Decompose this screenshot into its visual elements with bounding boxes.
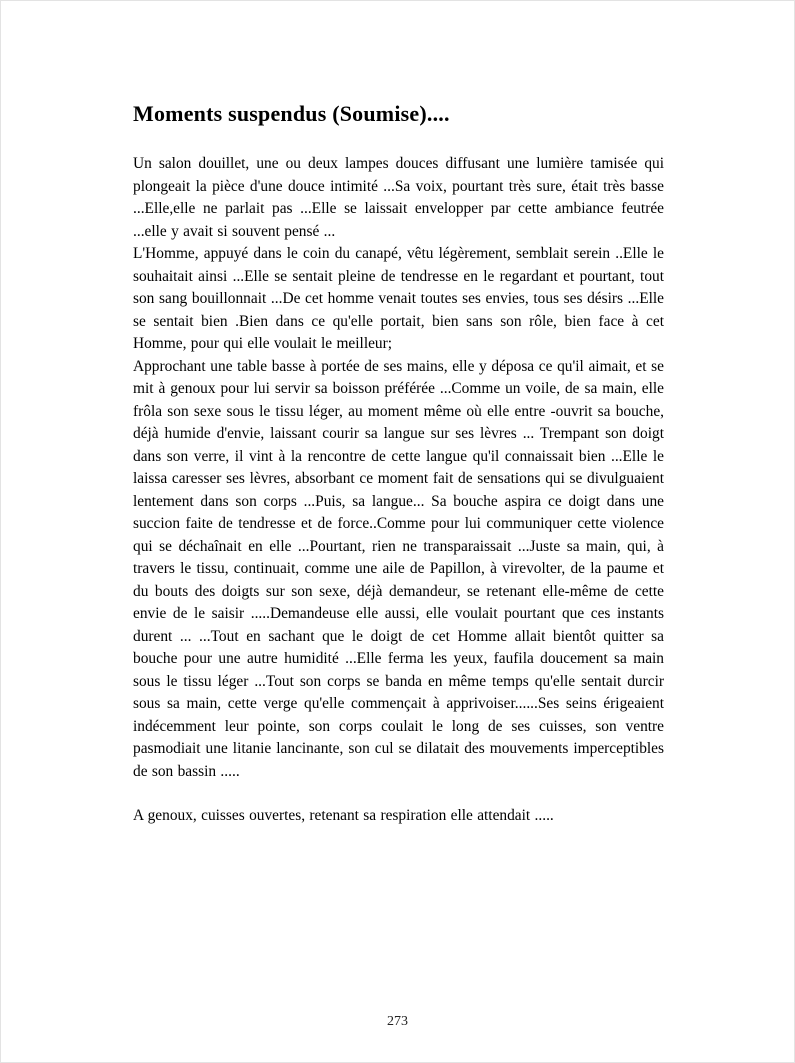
paragraph: A genoux, cuisses ouvertes, retenant sa respiration elle attendait .....: [133, 807, 554, 824]
page-title: Moments suspendus (Soumise)....: [133, 101, 450, 126]
page-number: 273: [387, 1014, 408, 1029]
paragraph: Approchant une table basse à portée de ses mains, elle y déposa ce qu'il aimait, et se mit à genoux pour lui servir sa boisson préférée ...Comme un voile, de sa main, elle frôla son sexe sous le tissu léger, au moment même où elle entre -ouvrit sa bouche, déjà humide d'envie, laissant courir sa langue sur ses lèvres ... Trempant son doigt dans son verre, il vint à la rencontre de cette langue qu'il connaissait bien ...Elle le laissa caresser ses lèvres, absorbant ce moment fait de sensations qui se divulguaient lentement dans son corps ...Puis, sa langue... Sa bouche aspira ce doigt dans une succion faite de tendresse et de force..Comme pour lui communiquer cette violence qui se déchaînait en elle ...Pourtant, rien ne transparaissait ...Juste sa main, qui, à travers le tissu, continuait, comme une aile de Papillon, à virevolter, de la paume et du bouts des doigts sur son sexe, déjà demandeur, se retenant elle-même de cette envie de le saisir .....Demandeuse elle aussi, elle voulait pourtant que ces instants durent ... ...Tout en sachant que le doigt de cet Homme allait bientôt quitter sa bouche pour une autre humidité ...Elle ferma les yeux, faufila doucement sa main sous le tissu léger ...Tout son corps se banda en même temps qu'elle sentait durcir sous sa main, cette verge qu'elle commençait à apprivoiser......Ses seins érigeaient indécemment leur pointe, son corps coulait le long de ses cuisses, son ventre pasmodiait une litanie lancinante, son cul se dilatait des mouvements imperceptibles de son bassin .....: [133, 357, 664, 780]
paragraph: L'Homme, appuyé dans le coin du canapé, vêtu légèrement, semblait serein ..Elle le souhaitait ainsi ...Elle se sentait pleine de tendresse en le regardant et pourtant, tout son sang bouillonnait ...De cet homme venait toutes ses envies, tous ses désirs ...Elle se sentait bien .Bien dans ce qu'elle portait, bien sans son rôle, bien face à cet Homme, pour qui elle voulait le meilleur;: [133, 245, 664, 352]
document-content: [133, 101, 664, 828]
paragraph: Un salon douillet, une ou deux lampes douces diffusant une lumière tamisée qui plongeait la pièce d'une douce intimité ...Sa voix, pourtant très sure, était très basse ...Elle,elle ne parlait pas ...Elle se laissait envelopper par cette ambiance feutrée ...elle y avait si souvent pensé ...: [133, 155, 664, 240]
